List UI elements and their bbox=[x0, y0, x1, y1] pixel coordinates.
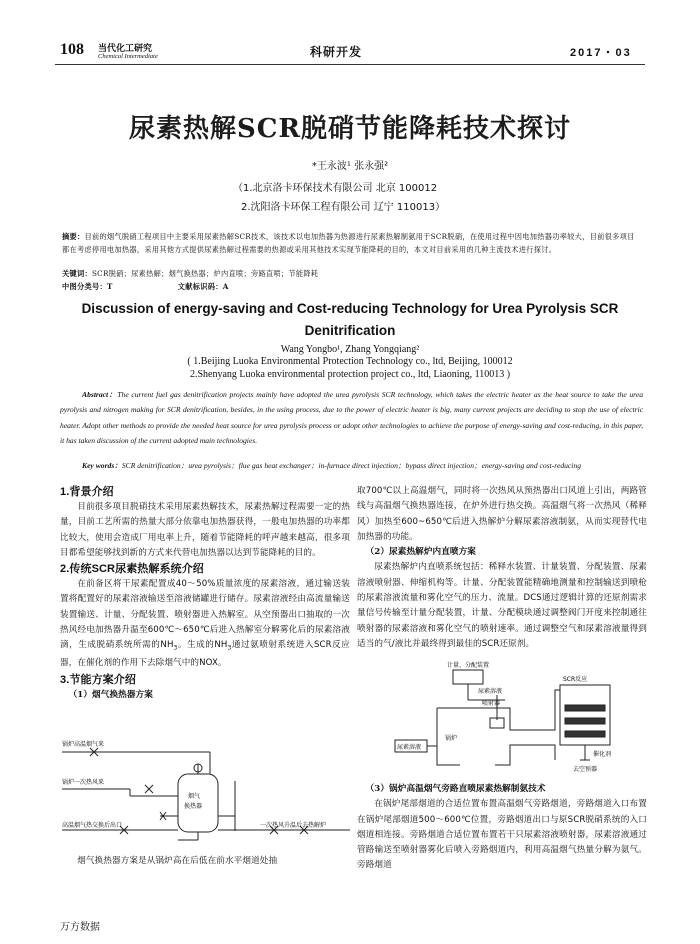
keywords-en-label: Key words bbox=[82, 461, 115, 470]
abstract-en-text: The current fuel gas denitrification projects mainly have adopted the urea pyrolysis SCR technology, which takes the electric heater as the heat source to take the urea pyrolysis and nitrogen making for SCR denitrification, besides, in the using process, due to the power of electric heater is big, many current projects are deciding to stop the use of electric heater. Adopt other methods to provide the needed heat source for urea pyrolysis process or adopt other technologies to achieve the purpose of energy-saving and cost-reducing, in this paper, it has taken discussion of the current adopted main technologies. bbox=[60, 390, 643, 446]
page-number: 108 bbox=[60, 41, 84, 58]
footer-watermark: 万方数据 bbox=[60, 922, 100, 933]
abstract-en: Abstract：The current fuel gas denitrification projects mainly have adopted the urea pyrolysis SCR technology, which takes the electric heater as the heat source to take the urea pyrolysis and nitrogen making for SCR denitrification, besides, in the using process, due to the power of electric heater is big, many current projects are deciding to stop the use of electric heater. Adopt other methods to provide the needed heat source for urea pyrolysis process or adopt other technologies to achieve the purpose of energy-saving and cost-reducing, in this paper, it has taken discussion of the current adopted main technologies. bbox=[60, 390, 643, 446]
authors-en: Wang Yongbo¹, Zhang Yongqiang² bbox=[280, 344, 420, 355]
right-paragraph-1: 取700℃以上高温烟气，同时将一次热风从预热器出口风道上引出，两路管线与高温烟气换热器连接，在炉外进行热交换。高温烟气将一次热风（稀释风）加热至600~650℃后进入热解炉分解尿素溶液制氨，从而实现替代电加热器的功能。 bbox=[357, 486, 647, 542]
journal-name-cn: 当代化工研究 bbox=[98, 44, 153, 54]
keywords-cn bbox=[62, 268, 642, 281]
label-flue-out: 高温烟气热交换后出口 bbox=[62, 822, 123, 829]
authors-cn: *王永波¹ 张永强² bbox=[311, 161, 389, 172]
label-urea-solution: 尿素溶液 bbox=[478, 688, 503, 695]
label-catalyst: 催化剂 bbox=[593, 751, 612, 758]
section-3-1-paragraph: 烟气换热器方案是从锅炉高在后低在前水平烟道处抽 bbox=[77, 856, 278, 866]
section-heading-1: 1.背景介绍 bbox=[60, 486, 114, 498]
right-paragraph-2: 尿素热解炉内直喷系统包括：稀释水装置、计量装置、分配装置、尿素溶液喷射器、伸缩机构等。计量、分配装置能精确地测量和控制输送到喷枪的尿素溶液流量和雾化空气的压力、流量。DCS通过逻辑计算的还原剂需求量信号传输至计量分配装置，计量、分配模块通过调整阀门开度来控制通往喷射器的尿素溶液和雾化空气的喷射速率。通过调整空气和尿素溶液量得到适当的气/液比并最终得到最佳的SCR还原剂。 bbox=[357, 562, 647, 649]
body-left-column bbox=[60, 484, 350, 703]
keywords-cn-label: 关键词： bbox=[62, 269, 92, 278]
subsection-heading-3-2: （2）尿素热解炉内直喷方案 bbox=[365, 547, 476, 558]
abstract-cn-text: 目前的烟气脱硝工程项目中主要采用尿素热解SCR技术，该技术以电加热器为热源进行尿素热解制氨用于SCR脱硝，在使用过程中因电加热器功率较大，目前很多项目都在考虑停用电加热器，采用其他方式提供尿素热解过程需要的热源或采用其他技术实现节能降耗的目的，本文对目前采用的几种主流技术进行探讨。 bbox=[62, 232, 635, 254]
keywords-en-text: SCR denitrification；urea pyrolysis；flue gas heat exchanger；in-furnace direct injection；bypass direct injection；energy-saving and cost-reducing bbox=[121, 461, 581, 470]
label-injector: 喷射器 bbox=[482, 700, 501, 707]
label-hot-flue-in: 锅炉高温烟气来 bbox=[62, 741, 105, 748]
subsection-heading-3-1: （1）烟气换热器方案 bbox=[68, 689, 153, 700]
clc-value: T bbox=[106, 282, 113, 291]
figure-heat-exchanger bbox=[60, 736, 352, 851]
label-hx-1: 烟气 bbox=[188, 793, 201, 800]
abstract-cn bbox=[62, 231, 642, 256]
label-hx-2: 换热器 bbox=[184, 803, 203, 810]
affiliation-cn-2: 2.沈阳洛卡环保工程有限公司 辽宁 110013） bbox=[241, 202, 446, 213]
affiliation-en-2: 2.Shenyang Luoka environmental protection project co., ltd, Liaoning, 110013 ) bbox=[189, 369, 511, 380]
paper-title-cn: 尿素热解SCR脱硝节能降耗技术探讨 bbox=[128, 114, 572, 144]
label-metering: 计量、分配装置 bbox=[447, 662, 490, 669]
keywords-en: Key words：SCR denitrification；urea pyrolysis；flue gas heat exchanger；in-furnace direct injection；bypass direct injection；energy-saving and cost-reducing bbox=[82, 461, 581, 470]
body-right-column-lower bbox=[357, 782, 647, 874]
section-heading-3: 3.节能方案介绍 bbox=[60, 673, 136, 686]
label-scr-reactor: SCR反应 bbox=[563, 676, 588, 683]
body-right-column bbox=[357, 484, 647, 652]
paper-title-en: Discussion of energy-saving and Cost-reducing Technology for Urea Pyrolysis SCR Denitrification bbox=[81, 301, 619, 338]
figure-direct-injection bbox=[385, 660, 625, 775]
classification bbox=[62, 281, 642, 294]
section-heading-2: 2.传统SCR尿素热解系统介绍 bbox=[60, 563, 204, 576]
abstract-en-label: Abstract bbox=[82, 390, 109, 399]
clc-label: 中图分类号： bbox=[62, 282, 107, 291]
label-boiler: 锅炉 bbox=[445, 735, 458, 742]
issue-label: 2017・03 bbox=[570, 47, 632, 59]
affiliation-en-1: ( 1.Beijing Luoka Environmental Protection Technology co., ltd, Beijing, 100012 bbox=[187, 356, 513, 367]
keywords-cn-text: SCR脱硝；尿素热解；烟气换热器；炉内直喷；旁路直喷；节能降耗 bbox=[91, 269, 319, 278]
label-air-out: 一次热风升温后去热解炉 bbox=[260, 822, 327, 829]
label-to-esp: 去空预器 bbox=[573, 766, 598, 773]
affiliation-cn-1: （1.北京洛卡环保技术有限公司 北京 100012 bbox=[233, 183, 438, 194]
section-2-paragraph: 在前备区将干尿素配置成40～50%质量浓度的尿素溶液，通过输送装置将配置好的尿素溶液输送至溶液储罐进行储存。尿素溶液经由高流量输送装置输送、计量、分配装置、喷射器进入热解室。从空预器出口抽取的一次热风经电加热器升温至600℃～650℃后进入热解室分解雾化后的尿素溶液滴，生成脱硝系统所需的$NH_3$。生成的$NH_3$通过氨喷射系统进入SCR反应器，在催化剂的作用下去除烟气中的NOX。 bbox=[60, 579, 350, 669]
subsection-heading-3-3: （3）锅炉高温烟气旁路直喷尿素热解制氨技术 bbox=[365, 784, 546, 794]
journal-name-en: Chemical Intermediate bbox=[98, 53, 158, 60]
label-primary-air-in: 锅炉一次热风来 bbox=[62, 779, 105, 786]
header-rule bbox=[55, 64, 645, 65]
abstract-cn-label: 摘要： bbox=[62, 232, 85, 241]
doc-code-value: A bbox=[222, 282, 229, 291]
section-label: 科研开发 bbox=[310, 45, 363, 59]
label-urea-tank: 尿素溶液 bbox=[397, 744, 422, 751]
right-paragraph-3: 在锅炉尾部烟道的合适位置布置高温烟气旁路烟道，旁路烟道入口布置在锅炉尾部烟道500～600℃位置，旁路烟道出口与原SCR脱硝系统的入口烟道相连接。旁路烟道合适位置布置若干只尿素溶液喷射器，尿素溶液通过管路输送至喷射器雾化后喷入旁路烟道内，利用高温烟气热量分解为氨气。旁路烟道 bbox=[357, 799, 647, 871]
doc-code-label: 文献标识码： bbox=[177, 282, 223, 291]
section-1-paragraph: 目前很多项目脱硝技术采用尿素热解技术，尿素热解过程需要一定的热量，目前工艺所需的热量大部分依靠电加热器获得，一般电加热器的功率都比较大，使用会造成厂用电率上升，随着节能降耗的呼声越来越高，很多项目都希望能够找到新的方式来代替电加热器以达到节能降耗的目的。 bbox=[60, 502, 350, 558]
